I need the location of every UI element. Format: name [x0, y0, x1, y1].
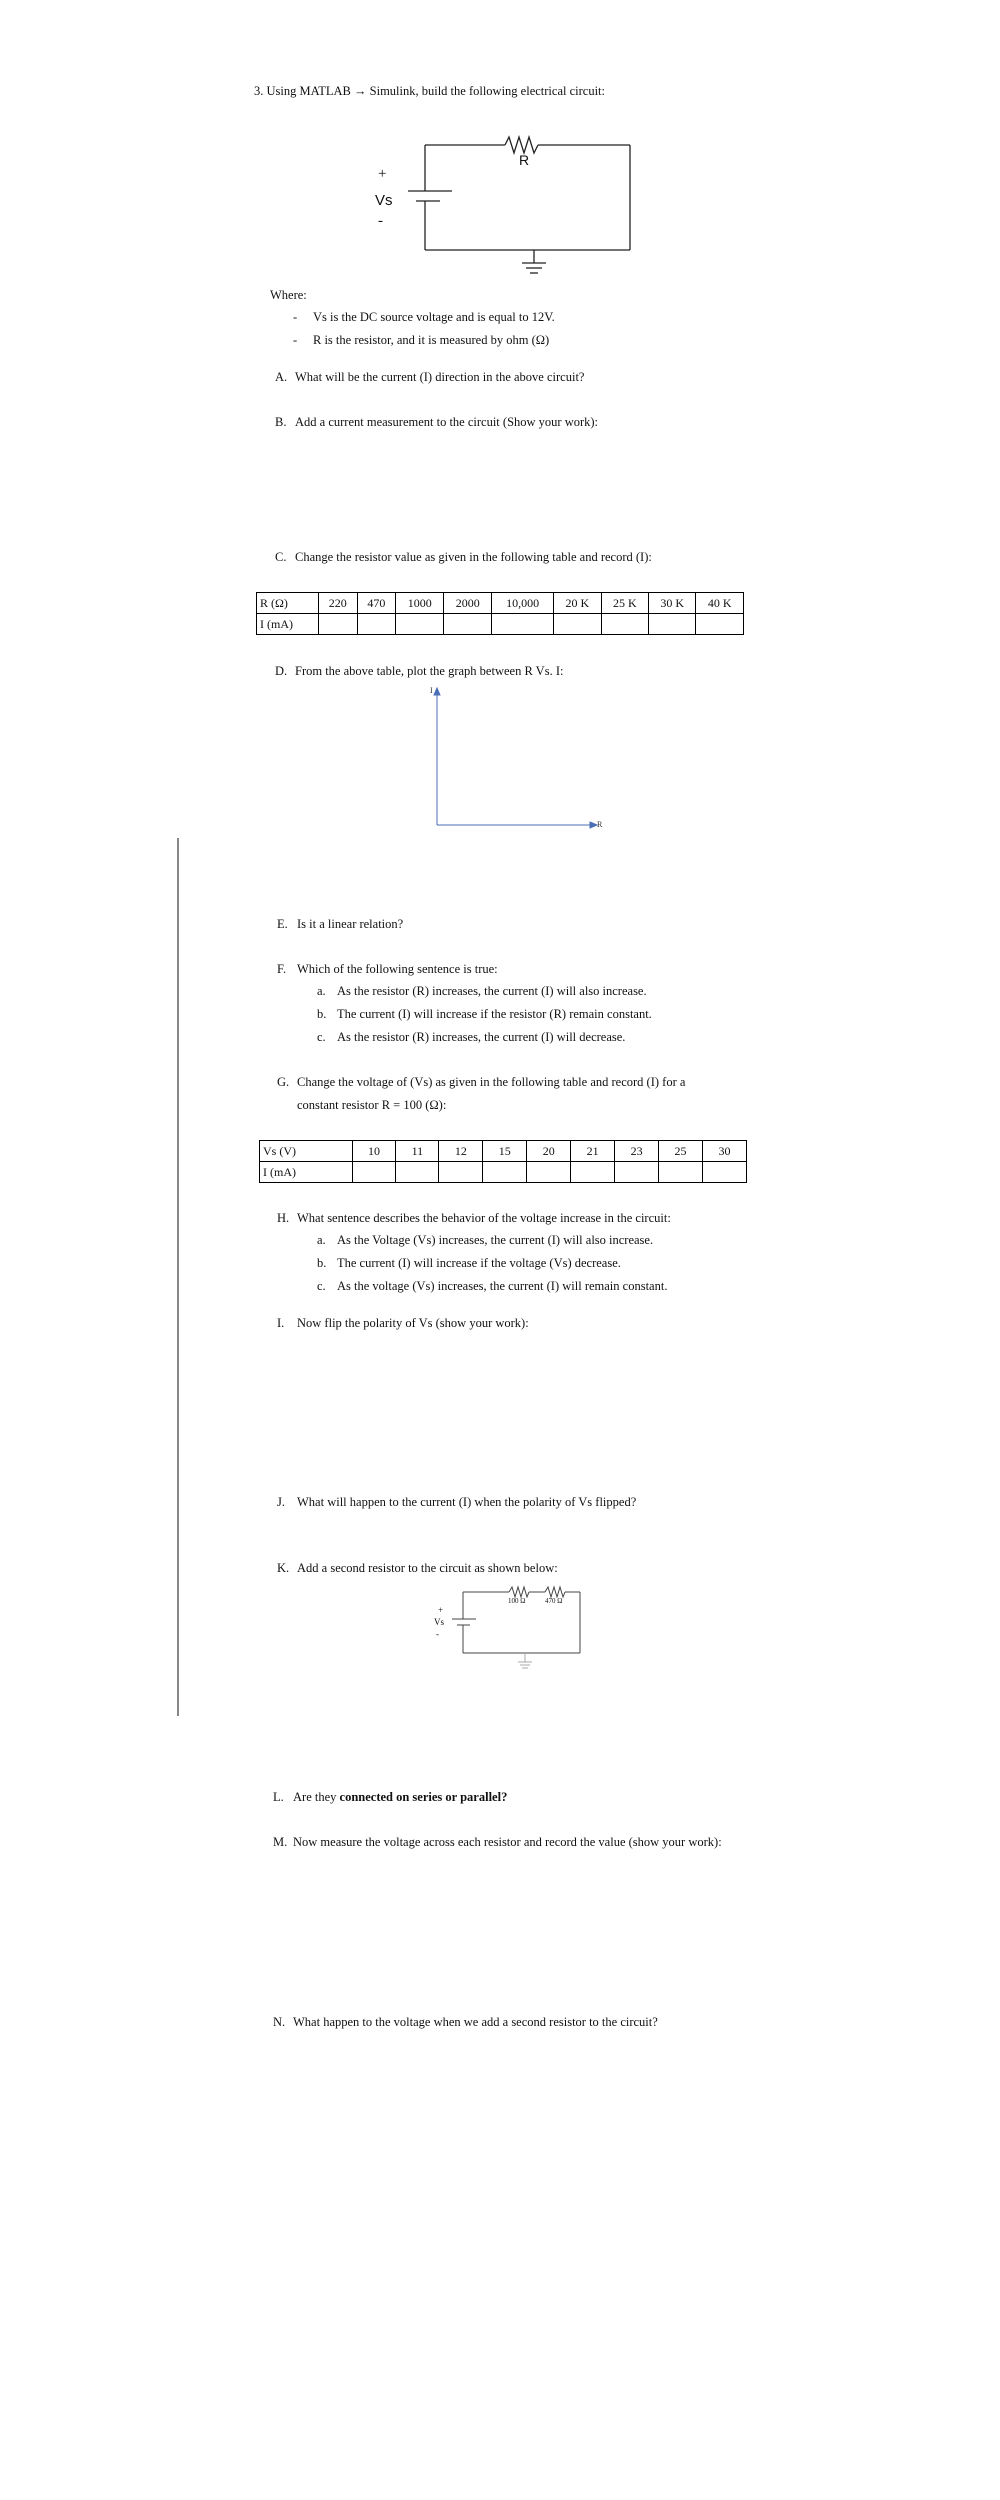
resistor-table [256, 592, 744, 635]
resistor-1-label: 100 Ω [508, 1597, 526, 1605]
answer-cell[interactable] [396, 1162, 439, 1183]
answer-cell[interactable] [527, 1162, 571, 1183]
answer-cell[interactable] [483, 1162, 527, 1183]
answer-cell[interactable] [318, 614, 357, 635]
question-intro-prefix: Using MATLAB [266, 84, 351, 98]
answer-cell[interactable] [352, 1162, 396, 1183]
answer-cell[interactable] [702, 1162, 746, 1183]
part-f: F. Which of the following sentence is true: [277, 962, 498, 976]
table-header-cell: Vs (V) [260, 1141, 353, 1162]
table-cell: 12 [439, 1141, 483, 1162]
answer-cell[interactable] [492, 614, 554, 635]
resistor-label: R [519, 152, 530, 168]
part-i: I. Now flip the polarity of Vs (show your work): [277, 1316, 529, 1330]
empty-plot-axes [0, 680, 1000, 880]
table-cell: 15 [483, 1141, 527, 1162]
where-item: - Vs is the DC source voltage and is equal to 12V. [293, 310, 555, 324]
part-g-line2: constant resistor R = 100 (Ω): [297, 1098, 447, 1112]
table-row [257, 614, 744, 635]
option-item: c. As the resistor (R) increases, the current (I) will decrease. [317, 1030, 626, 1044]
part-m: M. Now measure the voltage across each resistor and record the value (show your work): [273, 1835, 722, 1849]
table-cell: 30 [702, 1141, 746, 1162]
answer-cell[interactable] [396, 614, 444, 635]
table-cell: 23 [615, 1141, 659, 1162]
plot-x-label: R [597, 820, 603, 829]
answer-cell[interactable] [439, 1162, 483, 1183]
table-row [257, 593, 744, 614]
part-e: E. Is it a linear relation? [277, 917, 404, 931]
answer-cell[interactable] [659, 1162, 703, 1183]
part-c: C. Change the resistor value as given in the following table and record (I): [275, 550, 652, 564]
table-header-cell: I (mA) [260, 1162, 353, 1183]
option-item: a. As the resistor (R) increases, the current (I) will also increase. [317, 984, 647, 998]
answer-cell[interactable] [601, 614, 648, 635]
resistor-2-label: 470 Ω [545, 1597, 563, 1605]
part-n: N. What happen to the voltage when we add a second resistor to the circuit? [273, 2015, 658, 2029]
minus-sign: - [378, 213, 383, 229]
answer-cell[interactable] [554, 614, 601, 635]
part-g: G. Change the voltage of (Vs) as given in the following table and record (I) for a [277, 1075, 686, 1089]
plus-sign: + [438, 1605, 444, 1615]
part-d: D. From the above table, plot the graph between R Vs. I: [275, 664, 564, 678]
where-heading: Where: [270, 288, 307, 302]
bullet-dash: - [293, 310, 298, 324]
table-cell: 470 [357, 593, 396, 614]
answer-cell[interactable] [571, 1162, 615, 1183]
answer-cell[interactable] [615, 1162, 659, 1183]
table-cell: 25 [659, 1141, 703, 1162]
source-label: Vs [375, 192, 393, 209]
table-cell: 1000 [396, 593, 444, 614]
table-cell: 20 K [554, 593, 601, 614]
table-row [260, 1162, 747, 1183]
where-item: - R is the resistor, and it is measured by ohm (Ω) [293, 333, 550, 347]
resistor-1-symbol [509, 1587, 529, 1597]
table-cell: 2000 [444, 593, 492, 614]
part-l: L. Are they connected on series or parallel? [273, 1790, 508, 1804]
source-label: Vs [434, 1617, 445, 1627]
table-header-cell: I (mA) [257, 614, 319, 635]
table-cell: 11 [396, 1141, 439, 1162]
table-cell: 21 [571, 1141, 615, 1162]
option-item: a. As the Voltage (Vs) increases, the current (I) will also increase. [317, 1233, 654, 1247]
answer-cell[interactable] [357, 614, 396, 635]
table-row [260, 1141, 747, 1162]
answer-cell[interactable] [444, 614, 492, 635]
option-item: b. The current (I) will increase if the voltage (Vs) decrease. [317, 1256, 621, 1270]
circuit-diagram-1 [0, 0, 1000, 300]
table-cell: 20 [527, 1141, 571, 1162]
answer-cell[interactable] [696, 614, 744, 635]
table-cell: 10,000 [492, 593, 554, 614]
circuit-diagram-2 [0, 1580, 1000, 1700]
part-a: A. What will be the current (I) direction in the above circuit? [275, 370, 585, 384]
part-j: J. What will happen to the current (I) when the polarity of Vs flipped? [277, 1495, 637, 1509]
resistor-2-symbol [545, 1587, 565, 1597]
question-intro-suffix: Simulink, build the following electrical circuit: [369, 84, 606, 98]
table-cell: 30 K [649, 593, 696, 614]
bullet-dash: - [293, 333, 298, 347]
plus-sign: + [378, 166, 387, 182]
table-cell: 10 [352, 1141, 396, 1162]
question-number: 3. [254, 84, 264, 98]
voltage-table [259, 1140, 747, 1183]
table-cell: 220 [318, 593, 357, 614]
minus-sign: - [436, 1629, 439, 1639]
option-item: b. The current (I) will increase if the resistor (R) remain constant. [317, 1007, 652, 1021]
table-header-cell: R (Ω) [257, 593, 319, 614]
table-cell: 40 K [696, 593, 744, 614]
option-item: c. As the voltage (Vs) increases, the current (I) will remain constant. [317, 1279, 668, 1293]
resistor-symbol [505, 137, 538, 153]
arrow-icon: → [354, 84, 367, 98]
part-k: K. Add a second resistor to the circuit as shown below: [277, 1561, 558, 1575]
plot-y-label: I [430, 686, 433, 695]
part-b: B. Add a current measurement to the circuit (Show your work): [275, 415, 599, 429]
table-cell: 25 K [601, 593, 648, 614]
answer-cell[interactable] [649, 614, 696, 635]
part-h: H. What sentence describes the behavior of the voltage increase in the circuit: [277, 1211, 671, 1225]
